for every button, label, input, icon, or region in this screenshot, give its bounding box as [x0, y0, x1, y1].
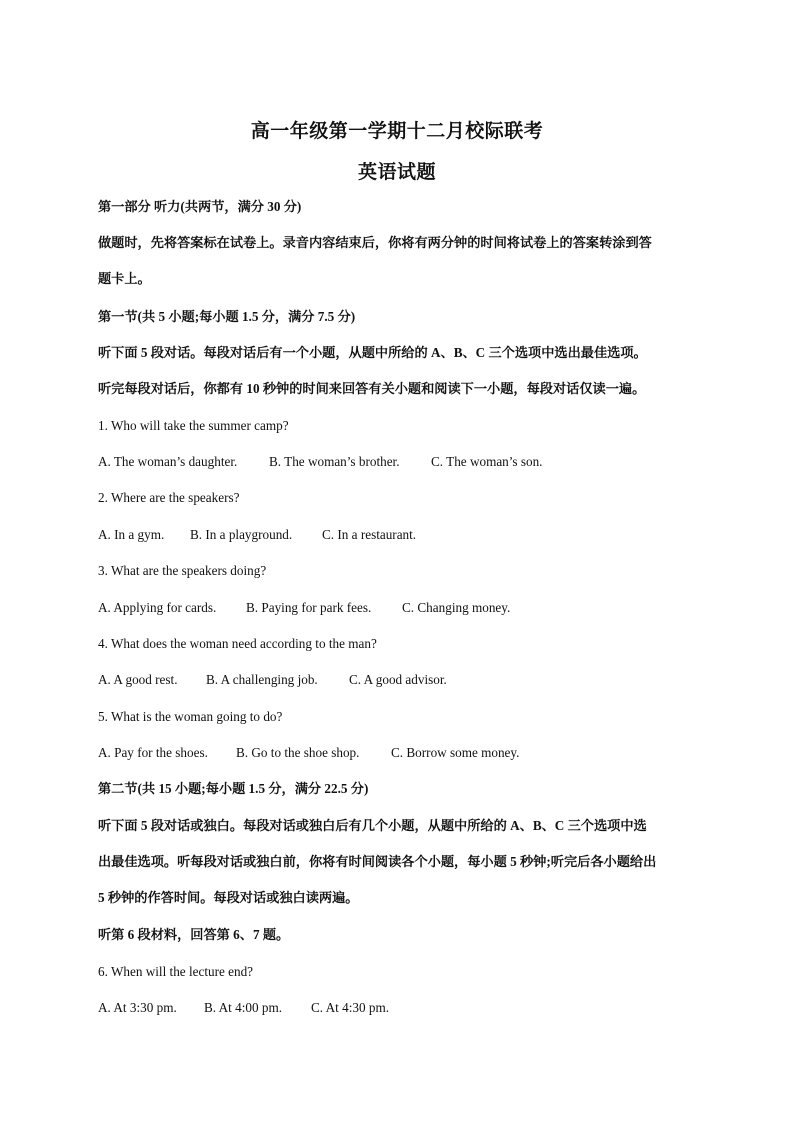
option-c: C. A good advisor.: [349, 672, 447, 687]
option-b: B. At 4:00 pm.: [204, 1000, 283, 1015]
part1-instruction-line1: 做题时，先将答案标在试卷上。录音内容结束后，你将有两分钟的时间将试卷上的答案转涂到答: [98, 235, 652, 250]
option-b: B. A challenging job.: [206, 672, 318, 687]
option-a: A. At 3:30 pm.: [98, 1000, 177, 1015]
option-a: A. Applying for cards.: [98, 600, 217, 615]
section2-instruction-line3: 5 秒钟的作答时间。每段对话或独白读两遍。: [98, 890, 359, 905]
option-b: B. In a playground.: [190, 527, 293, 542]
option-a: A. A good rest.: [98, 672, 178, 687]
section2-instruction-line1: 听下面 5 段对话或独白。每段对话或独白后有几个小题，从题中所给的 A、B、C 三个选项中选: [98, 818, 647, 833]
option-b: B. Paying for park fees.: [246, 600, 372, 615]
option-b: B. Go to the shoe shop.: [236, 745, 360, 760]
option-a: A. Pay for the shoes.: [98, 745, 208, 760]
question-1: 1. Who will take the summer camp?: [98, 418, 289, 433]
option-c: C. In a restaurant.: [322, 527, 417, 542]
material-heading: 听第 6 段材料，回答第 6、7 题。: [98, 927, 290, 942]
question-2: 2. Where are the speakers?: [98, 490, 240, 505]
section1-heading: 第一节(共 5 小题;每小题 1.5 分，满分 7.5 分): [98, 309, 356, 324]
section2-instruction-line2: 出最佳选项。听每段对话或独白前，你将有时间阅读各个小题，每小题 5 秒钟;听完后各小题给出: [98, 854, 657, 869]
exam-title: 高一年级第一学期十二月校际联考: [250, 121, 544, 142]
question-2-options: [98, 526, 708, 544]
question-1-options: [98, 453, 708, 471]
option-a: A. In a gym.: [98, 527, 165, 542]
option-c: C. Changing money.: [402, 600, 511, 615]
question-4: 4. What does the woman need according to the man?: [98, 636, 377, 651]
question-3-options: [98, 599, 708, 617]
question-5-options: [98, 744, 708, 762]
question-6: 6. When will the lecture end?: [98, 964, 254, 979]
section2-heading: 第二节(共 15 小题;每小题 1.5 分，满分 22.5 分): [98, 781, 369, 796]
option-c: C. Borrow some money.: [391, 745, 520, 760]
option-c: C. The woman’s son.: [431, 454, 543, 469]
option-c: C. At 4:30 pm.: [311, 1000, 390, 1015]
part1-heading: 第一部分 听力(共两节，满分 30 分): [98, 199, 302, 214]
question-4-options: [98, 671, 708, 689]
question-5: 5. What is the woman going to do?: [98, 709, 283, 724]
question-6-options: [98, 999, 708, 1017]
part1-instruction-line2: 题卡上。: [98, 271, 151, 286]
section1-instruction-line1: 听下面 5 段对话。每段对话后有一个小题，从题中所给的 A、B、C 三个选项中选出最佳选项。: [98, 345, 647, 360]
exam-subject: 英语试题: [357, 162, 436, 183]
option-b: B. The woman’s brother.: [269, 454, 400, 469]
section1-instruction-line2: 听完每段对话后，你都有 10 秒钟的时间来回答有关小题和阅读下一小题，每段对话仅读一遍。: [98, 381, 646, 396]
question-3: 3. What are the speakers doing?: [98, 563, 267, 578]
option-a: A. The woman’s daughter.: [98, 454, 238, 469]
